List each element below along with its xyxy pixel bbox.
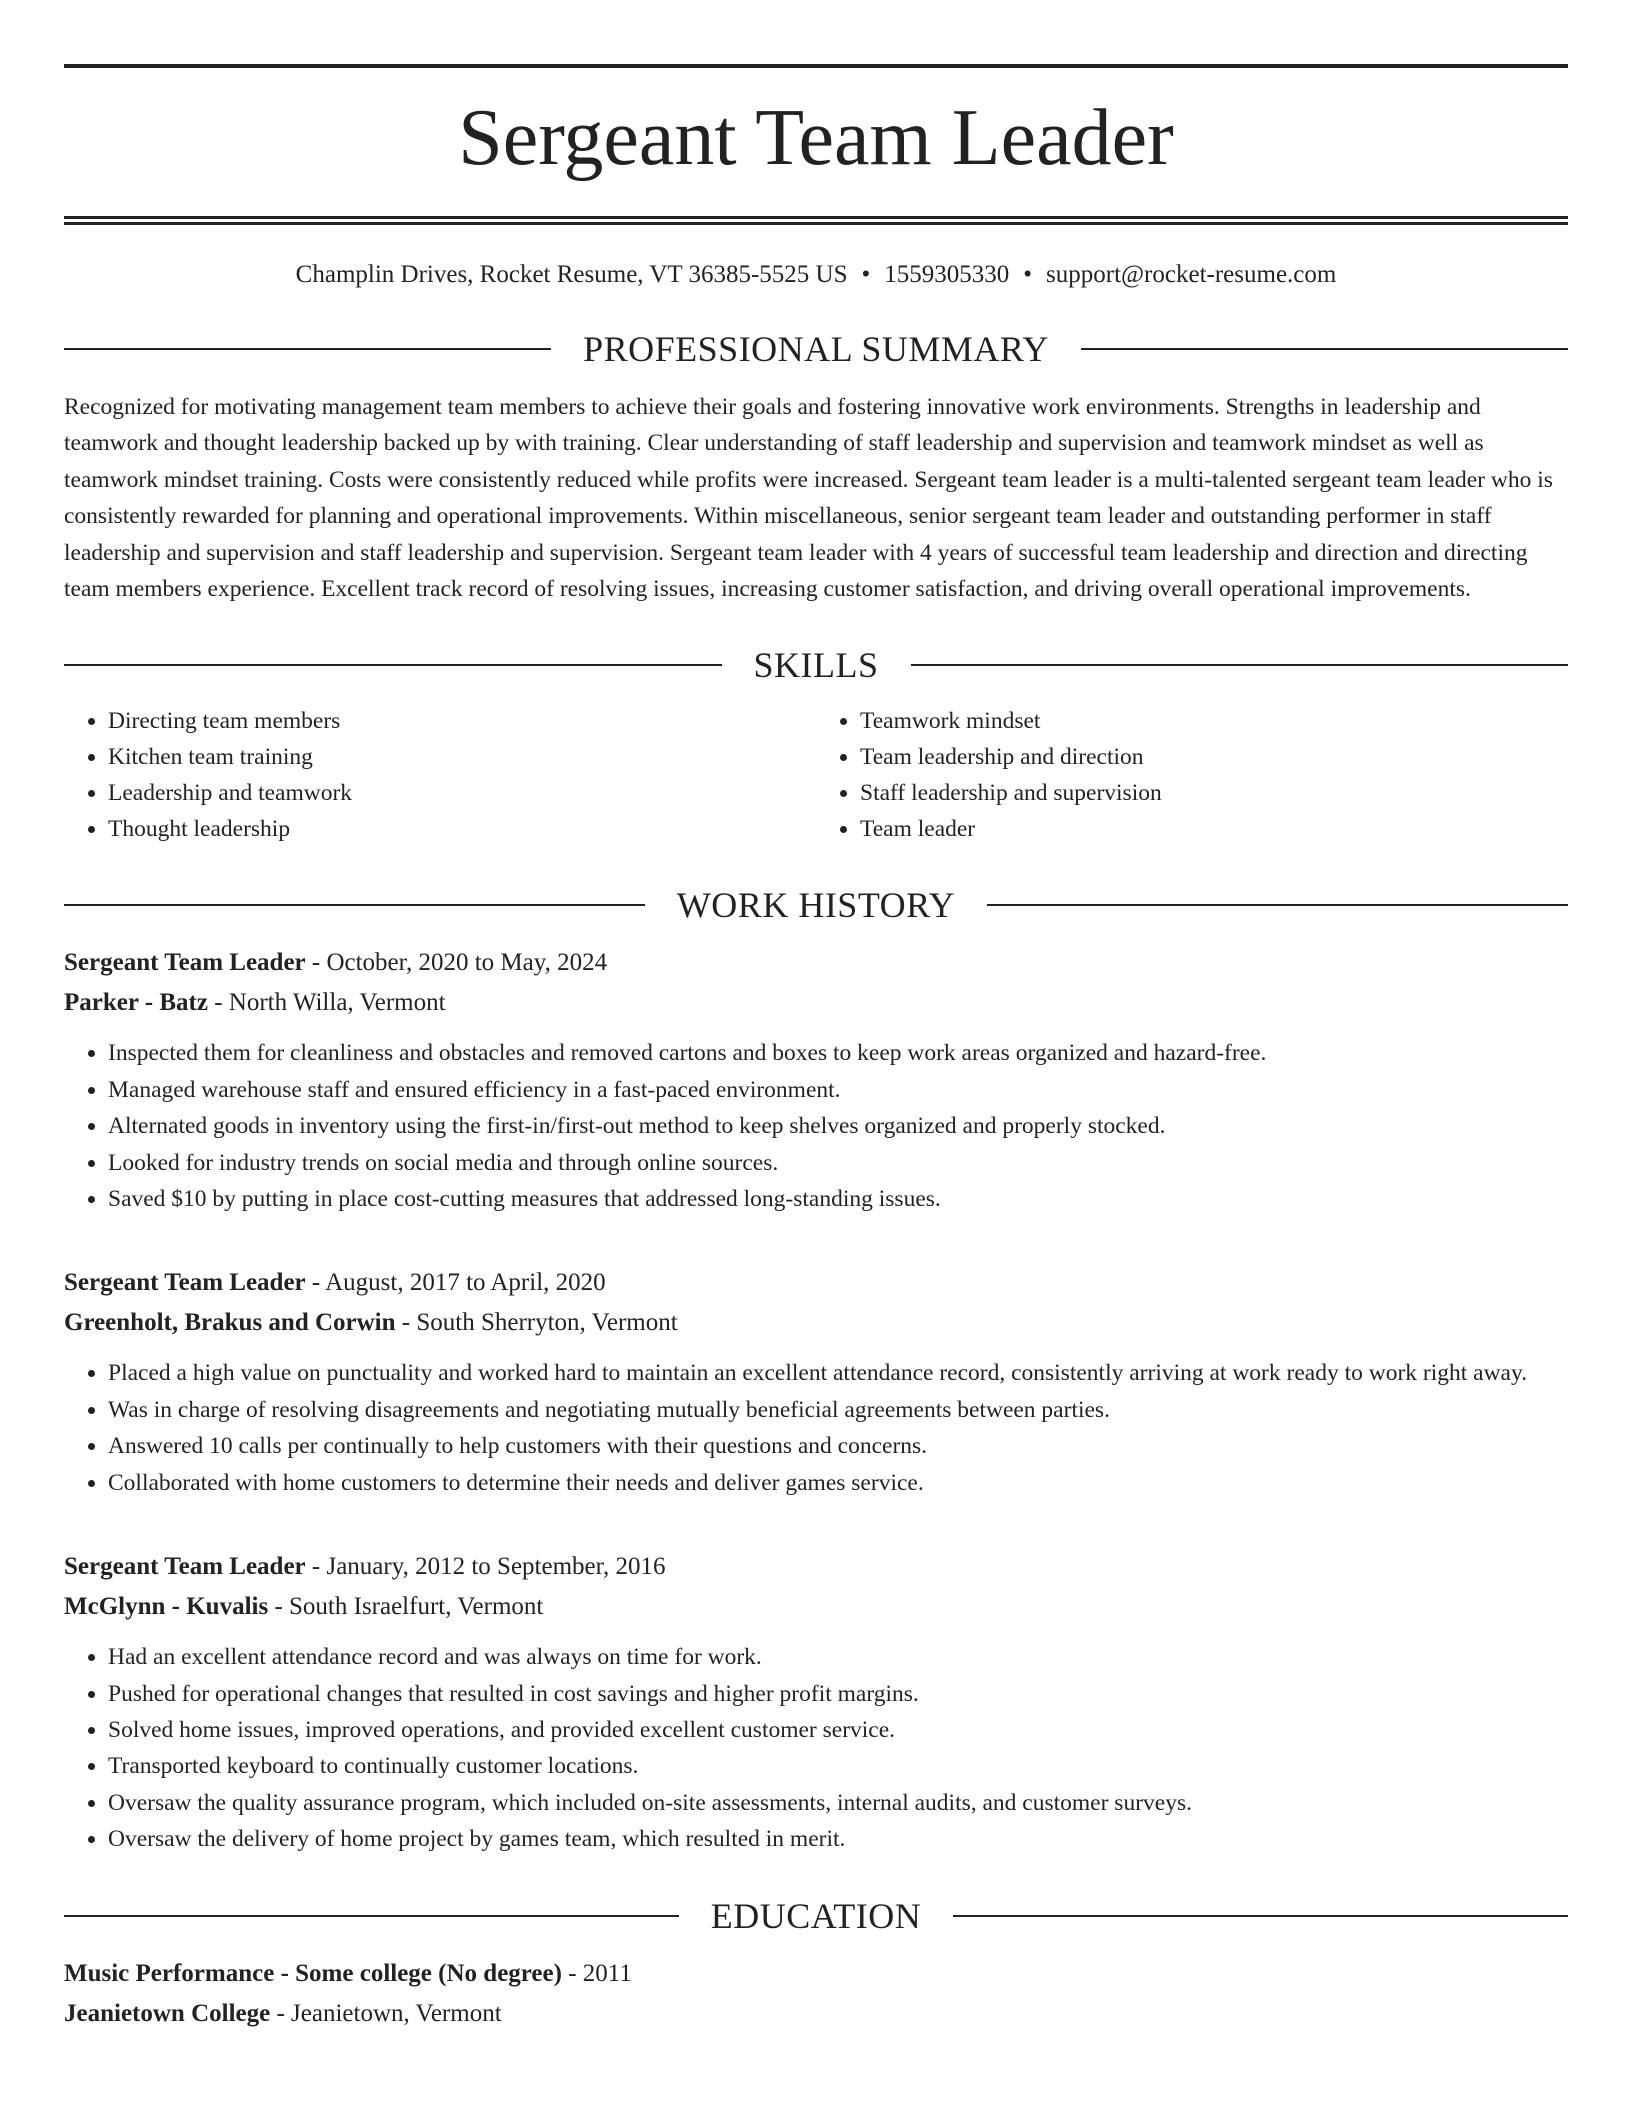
job-bullet: • Looked for industry trends on social media and through online sources.	[108, 1145, 1568, 1181]
job-bullets	[64, 1639, 1568, 1857]
job-entry	[64, 1547, 1568, 1857]
job-company: Greenholt, Brakus and Corwin	[64, 1309, 396, 1337]
job-dates: - January, 2012 to September, 2016	[305, 1553, 666, 1581]
job-bullets	[64, 1035, 1568, 1217]
job-bullet: • Collaborated with home customers to determine their needs and deliver games service.	[108, 1465, 1568, 1501]
job-bullet: • Managed warehouse staff and ensured efficiency in a fast-paced environment.	[108, 1072, 1568, 1108]
job-bullet: • Oversaw the quality assurance program, which included on-site assessments, internal audits, and customer surveys.	[108, 1785, 1568, 1821]
job-title-line	[64, 943, 1568, 983]
section-rule-right	[953, 1915, 1568, 1917]
job-entry	[64, 1263, 1568, 1501]
section-rule-left	[64, 904, 645, 906]
section-rule-right	[1081, 348, 1568, 350]
education-location: - Jeanietown, Vermont	[270, 1999, 502, 2027]
section-header-skills	[64, 645, 1568, 685]
resume-page	[64, 64, 1568, 2034]
job-bullet: • Inspected them for cleanliness and obstacles and removed cartons and boxes to keep work areas organized and hazard-free.	[108, 1035, 1568, 1071]
contact-phone: 1559305330	[884, 261, 1010, 288]
job-bullet: • Alternated goods in inventory using the first-in/first-out method to keep shelves organized and properly stocked.	[108, 1108, 1568, 1144]
job-dates: - October, 2020 to May, 2024	[305, 949, 608, 977]
section-title: WORK HISTORY	[676, 885, 956, 926]
education-entry	[64, 1954, 1568, 2034]
section-header-education	[64, 1896, 1568, 1936]
education-school-line	[64, 1994, 1568, 2034]
job-bullet: • Answered 10 calls per continually to help customers with their questions and concerns.	[108, 1428, 1568, 1464]
section-rule-left	[64, 348, 551, 350]
job-bullet: • Solved home issues, improved operations, and provided excellent customer service.	[108, 1712, 1568, 1748]
job-role: Sergeant Team Leader	[64, 949, 306, 977]
skill-item: • Team leader	[860, 811, 1568, 847]
skills-column-left	[64, 703, 816, 847]
job-company-line	[64, 1587, 1568, 1627]
contact-separator: •	[1023, 261, 1033, 288]
job-bullet: • Oversaw the delivery of home project by games team, which resulted in merit.	[108, 1821, 1568, 1857]
skill-item: • Team leadership and direction	[860, 739, 1568, 775]
education-year: - 2011	[561, 1959, 632, 1987]
job-company: McGlynn - Kuvalis	[64, 1593, 269, 1621]
job-bullet: • Placed a high value on punctuality and worked hard to maintain an excellent attendance record, consistently arriving at work ready to work right away.	[108, 1355, 1568, 1391]
job-role: Sergeant Team Leader	[64, 1553, 306, 1581]
resume-name: Sergeant Team Leader	[458, 94, 1174, 182]
section-rule-left	[64, 1915, 679, 1917]
contact-email: support@rocket-resume.com	[1046, 261, 1337, 288]
job-bullet: • Transported keyboard to continually customer locations.	[108, 1748, 1568, 1784]
job-dates: - August, 2017 to April, 2020	[305, 1269, 606, 1297]
section-rule-right	[987, 904, 1568, 906]
job-location: - North Willa, Vermont	[207, 989, 446, 1017]
skills-column-right	[816, 703, 1568, 847]
section-title: EDUCATION	[710, 1895, 922, 1936]
section-title: PROFESSIONAL SUMMARY	[583, 329, 1049, 369]
top-rule	[64, 64, 1568, 68]
contact-address: Champlin Drives, Rocket Resume, VT 36385-5525 US	[295, 261, 848, 288]
job-title-line	[64, 1263, 1568, 1303]
education-school: Jeanietown College	[64, 1999, 271, 2027]
section-rule-right	[911, 664, 1569, 666]
job-company-line	[64, 983, 1568, 1023]
education-degree-line	[64, 1954, 1568, 1994]
job-bullet: • Had an excellent attendance record and was always on time for work.	[108, 1639, 1568, 1675]
skill-item: • Staff leadership and supervision	[860, 775, 1568, 811]
skill-item: • Directing team members	[108, 703, 816, 739]
job-bullets	[64, 1355, 1568, 1501]
summary-text: Recognized for motivating management team members to achieve their goals and fostering innovative work environments. Strengths in leadership and teamwork and thought leadership backed up by with training. Clear understanding of staff leadership and supervision and teamwork mindset as well as teamwork mindset training. Costs were consistently reduced while profits were increased. Sergeant team leader is a multi-talented sergeant team leader who is consistently rewarded for planning and operational improvements. Within miscellaneous, senior sergeant team leader and outstanding performer in staff leadership and supervision and staff leadership and supervision. Sergeant team leader with 4 years of successful team leadership and direction and directing team members experience. Excellent track record of resolving issues, increasing customer satisfaction, and driving overall operational improvements.	[64, 394, 1553, 603]
section-title: SKILLS	[753, 645, 879, 686]
job-entry	[64, 943, 1568, 1217]
section-rule-left	[64, 664, 722, 666]
skill-item: • Leadership and teamwork	[108, 775, 816, 811]
job-title-line	[64, 1547, 1568, 1587]
job-location: - South Israelfurt, Vermont	[268, 1593, 544, 1621]
name-double-rule	[64, 216, 1568, 225]
job-company: Parker - Batz	[64, 989, 208, 1017]
contact-separator: •	[861, 261, 871, 288]
skills-list	[64, 703, 1568, 847]
job-location: - South Sherryton, Vermont	[395, 1309, 678, 1337]
job-bullet: • Saved $10 by putting in place cost-cutting measures that addressed long-standing issues.	[108, 1181, 1568, 1217]
contact-line	[64, 259, 1568, 291]
section-header-summary	[64, 329, 1568, 369]
job-role: Sergeant Team Leader	[64, 1269, 306, 1297]
section-header-work-history	[64, 885, 1568, 925]
skill-item: • Kitchen team training	[108, 739, 816, 775]
skill-item: • Thought leadership	[108, 811, 816, 847]
job-bullet: • Pushed for operational changes that resulted in cost savings and higher profit margins.	[108, 1676, 1568, 1712]
job-company-line	[64, 1303, 1568, 1343]
job-bullet: • Was in charge of resolving disagreements and negotiating mutually beneficial agreements between parties.	[108, 1392, 1568, 1428]
education-degree: Music Performance - Some college (No degree)	[64, 1959, 562, 1987]
skill-item: • Teamwork mindset	[860, 703, 1568, 739]
